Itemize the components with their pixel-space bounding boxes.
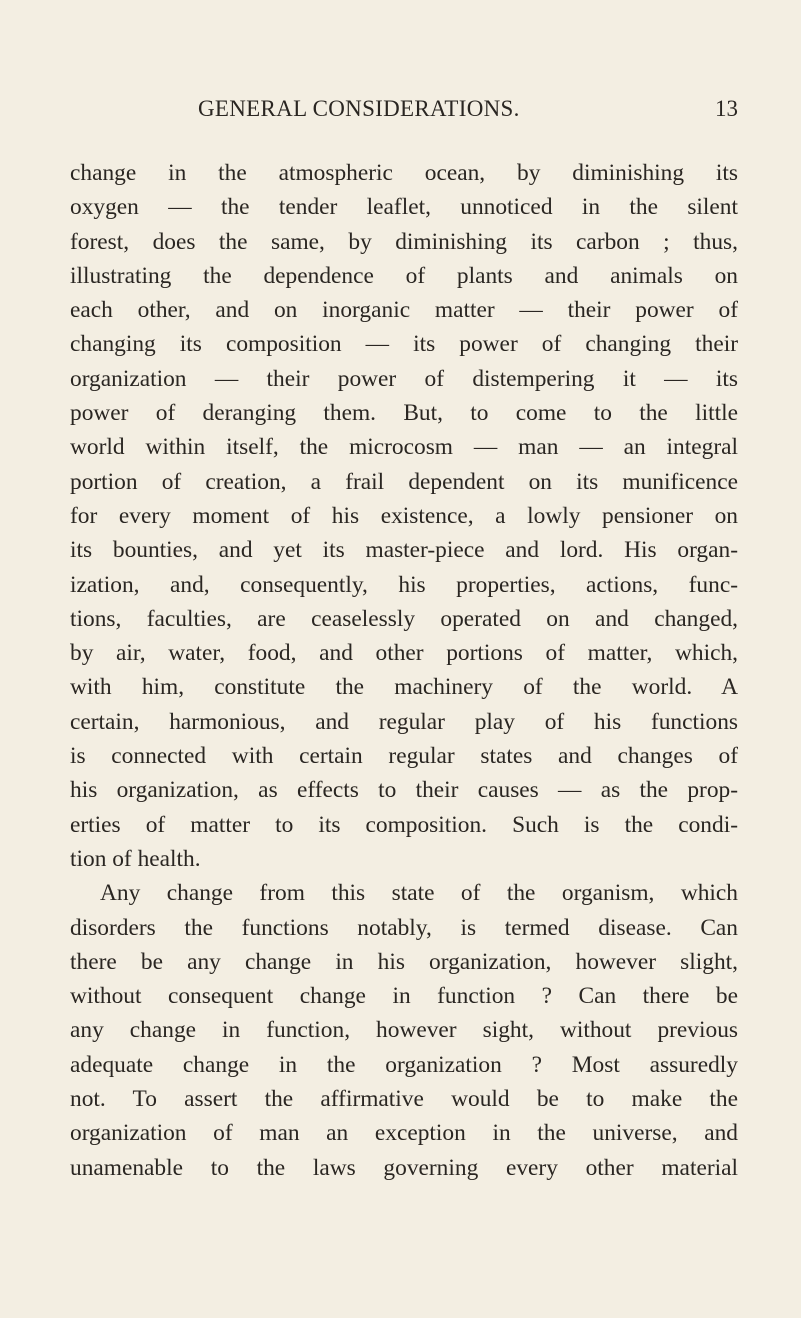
text-line: forest, does the same, by diminishing its carbon ; thus, xyxy=(70,228,738,255)
text-line: with him, constitute the machinery of the world. A xyxy=(70,674,738,701)
paragraph-1 xyxy=(70,156,738,876)
text-line: there be any change in his organization, however slight, xyxy=(70,948,738,975)
text-line: not. To assert the affirmative would be to make the xyxy=(70,1086,738,1113)
text-line: ization, and, consequently, his properties, actions, func- xyxy=(70,571,738,598)
text-line: world within itself, the microcosm — man — an integral xyxy=(70,434,738,461)
running-head xyxy=(70,94,738,130)
text-line: oxygen — the tender leaflet, unnoticed in the silent xyxy=(70,194,738,221)
page-number: 13 xyxy=(715,96,738,121)
text-line: his organization, as effects to their causes — as the prop- xyxy=(70,777,738,804)
text-line: unamenable to the laws governing every other material xyxy=(70,1154,738,1181)
text-line: each other, and on inorganic matter — their power of xyxy=(70,297,738,324)
text-line: power of deranging them. But, to come to the little xyxy=(70,400,738,427)
text-line: without consequent change in function ? Can there be xyxy=(70,983,738,1010)
text-line: disorders the functions notably, is termed disease. Can xyxy=(70,914,738,941)
body-text xyxy=(70,156,738,1185)
text-line: erties of matter to its composition. Such is the condi- xyxy=(70,811,738,838)
text-line: portion of creation, a frail dependent on its munificence xyxy=(70,468,738,495)
text-line: certain, harmonious, and regular play of his functions xyxy=(70,708,738,735)
text-line: organization of man an exception in the universe, and xyxy=(70,1120,738,1147)
text-line: change in the atmospheric ocean, by diminishing its xyxy=(70,160,738,186)
text-line: tion of health. xyxy=(70,845,201,872)
text-line: its bounties, and yet its master-piece and lord. His organ- xyxy=(70,537,738,564)
text-line: changing its composition — its power of changing their xyxy=(70,331,738,358)
text-line: tions, faculties, are ceaselessly operated on and changed, xyxy=(70,605,738,632)
text-line: Any change from this state of the organism, which xyxy=(100,880,738,907)
text-line: by air, water, food, and other portions of matter, which, xyxy=(70,640,738,667)
paragraph-2 xyxy=(70,876,738,1185)
text-line: is connected with certain regular states and changes of xyxy=(70,743,738,770)
running-title: GENERAL CONSIDERATIONS. xyxy=(198,96,520,121)
text-line: illustrating the dependence of plants and animals on xyxy=(70,262,738,289)
text-line: for every moment of his existence, a lowly pensioner on xyxy=(70,502,738,529)
text-line: adequate change in the organization ? Most assuredly xyxy=(70,1051,738,1078)
text-line: organization — their power of distempering it — its xyxy=(70,365,738,392)
text-line: any change in function, however sight, without previous xyxy=(70,1017,738,1044)
